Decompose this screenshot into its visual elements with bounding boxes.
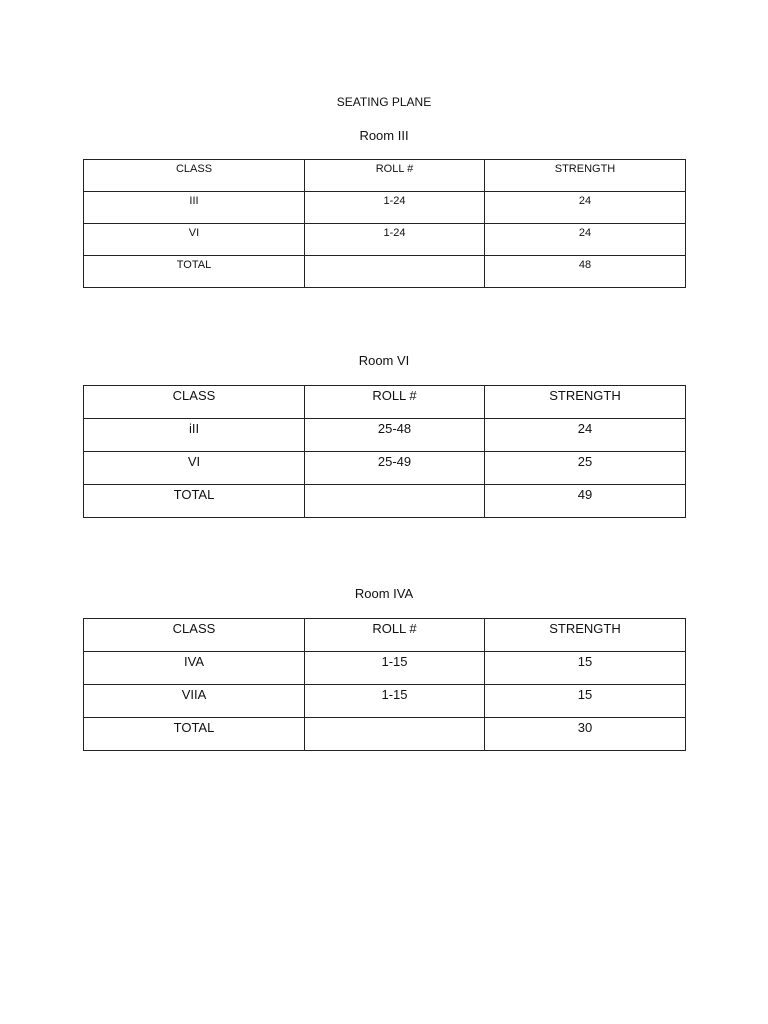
cell-class: TOTAL: [84, 485, 305, 518]
room-title-iva: Room IVA: [354, 586, 414, 601]
cell-strength: 24: [485, 419, 686, 452]
table-total-row: [84, 718, 686, 751]
header-class: CLASS: [84, 619, 305, 652]
cell-roll: 25-48: [305, 419, 485, 452]
cell-strength: 24: [485, 192, 686, 224]
cell-class: VI: [84, 452, 305, 485]
cell-roll: 1-24: [305, 224, 485, 256]
cell-class: TOTAL: [84, 718, 305, 751]
cell-roll: 1-24: [305, 192, 485, 224]
header-strength: STRENGTH: [485, 619, 686, 652]
table-header-row: [84, 386, 686, 419]
header-roll: ROLL #: [305, 160, 485, 192]
table-row: [84, 419, 686, 452]
seating-table-room-vi: [83, 385, 686, 518]
header-strength: STRENGTH: [485, 160, 686, 192]
header-class: CLASS: [84, 386, 305, 419]
header-roll: ROLL #: [305, 619, 485, 652]
table-row: [84, 452, 686, 485]
cell-roll: 1-15: [305, 652, 485, 685]
cell-strength: 48: [485, 256, 686, 288]
cell-class: TOTAL: [84, 256, 305, 288]
header-roll: ROLL #: [305, 386, 485, 419]
cell-roll: [305, 485, 485, 518]
cell-roll: 1-15: [305, 685, 485, 718]
room-title-iii: Room III: [359, 128, 409, 143]
cell-roll: [305, 256, 485, 288]
cell-strength: 15: [485, 652, 686, 685]
table-row: [84, 685, 686, 718]
table-row: [84, 224, 686, 256]
table-row: [84, 652, 686, 685]
cell-roll: 25-49: [305, 452, 485, 485]
header-strength: STRENGTH: [485, 386, 686, 419]
cell-strength: 24: [485, 224, 686, 256]
room-title-vi: Room VI: [358, 353, 410, 368]
cell-class: VI: [84, 224, 305, 256]
table-total-row: [84, 485, 686, 518]
cell-strength: 15: [485, 685, 686, 718]
document-title: SEATING PLANE: [336, 95, 432, 109]
header-class: CLASS: [84, 160, 305, 192]
table-total-row: [84, 256, 686, 288]
cell-strength: 30: [485, 718, 686, 751]
table-row: [84, 192, 686, 224]
cell-strength: 49: [485, 485, 686, 518]
cell-class: III: [84, 192, 305, 224]
cell-class: iII: [84, 419, 305, 452]
cell-strength: 25: [485, 452, 686, 485]
seating-table-room-iva: [83, 618, 686, 751]
seating-table-room-iii: [83, 159, 686, 288]
table-header-row: [84, 619, 686, 652]
cell-class: IVA: [84, 652, 305, 685]
cell-class: VIIA: [84, 685, 305, 718]
cell-roll: [305, 718, 485, 751]
table-header-row: [84, 160, 686, 192]
